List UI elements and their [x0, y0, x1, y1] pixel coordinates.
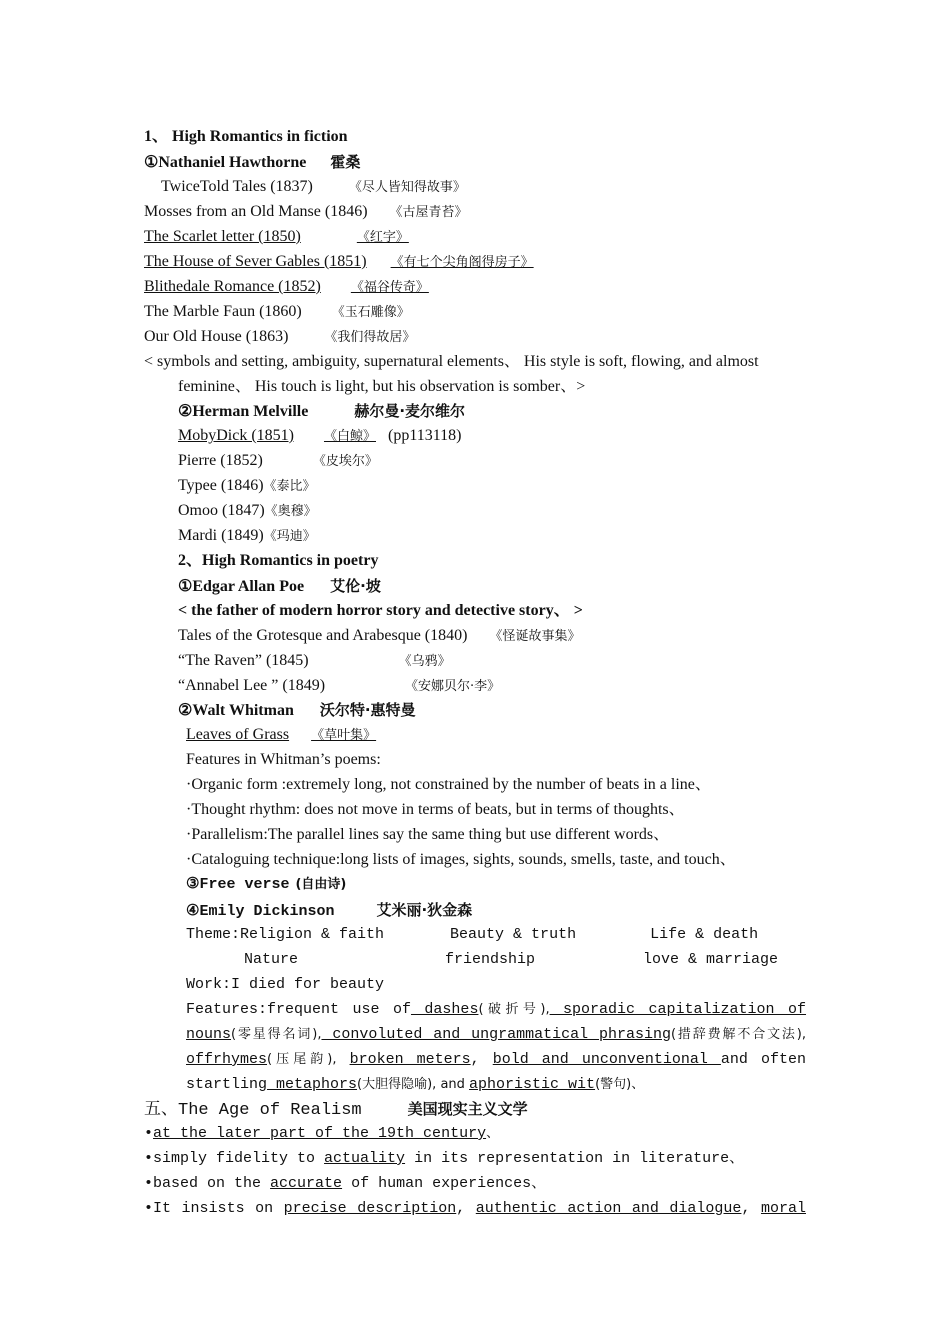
work-title: Typee (1846) — [178, 477, 264, 494]
text-run: moral — [760, 1200, 806, 1217]
work-item — [144, 276, 429, 299]
author-name: ②Herman Melville — [178, 403, 309, 420]
text-run: simply fidelity to — [153, 1150, 325, 1167]
theme-item: love & marriage — [643, 951, 779, 968]
bullet: • — [144, 1150, 154, 1167]
work-title: MobyDick (1851) — [178, 427, 294, 444]
free-verse-zh: (自由诗) — [295, 877, 347, 892]
feature-item: ·Cataloguing technique:long lists of images, sights, sounds, smells, taste, and touch、 — [186, 851, 736, 868]
work-title-zh: 《白鲸》 — [323, 429, 376, 444]
text-run: authentic action and dialogue — [475, 1200, 742, 1217]
work-title-zh: 《泰比》 — [263, 479, 316, 494]
author-melville — [178, 400, 465, 423]
text-run: , — [470, 1051, 480, 1068]
work-title: Mardi (1849) — [178, 527, 264, 544]
text-run: convoluted and ungrammatical phrasing — [321, 1026, 671, 1043]
feature-item: ·Thought rhythm: does not move in terms of beats, but in terms of thoughts、 — [186, 801, 685, 818]
work-title-zh: 《玉石雕像》 — [331, 305, 410, 320]
page-reference: (pp113118) — [388, 427, 462, 444]
theme-item: friendship — [445, 951, 536, 968]
text-run: actuality — [324, 1150, 406, 1167]
work-title-zh: 《福谷传奇》 — [350, 280, 429, 295]
text-run: dashes — [410, 1001, 479, 1018]
work-item — [144, 201, 468, 224]
text-run: (零星得名词), — [231, 1027, 322, 1042]
text-run: metaphors — [267, 1076, 358, 1093]
text-run: Features:frequent use of — [186, 1001, 411, 1018]
work-item — [178, 500, 317, 523]
work-item — [144, 326, 415, 349]
theme-item: Religion & faith — [240, 926, 385, 943]
author-name: ①Edgar Allan Poe — [178, 578, 305, 595]
author-dickinson — [186, 899, 472, 923]
work-title: Leaves of Grass — [186, 726, 290, 743]
text-run: precise description — [283, 1200, 457, 1217]
theme-item: Beauty & truth — [450, 926, 577, 943]
whitman-features-intro: Features in Whitman’s poems: — [186, 751, 381, 768]
text-run: (破折号), — [478, 1002, 550, 1017]
bullet: • — [144, 1200, 154, 1217]
text-run: sporadic capitalization of — [549, 1001, 807, 1018]
theme-item: Nature — [244, 951, 299, 968]
work-title: Pierre (1852) — [178, 452, 263, 469]
work-title: Mosses from an Old Manse (1846) — [144, 203, 368, 220]
text-run: aphoristic wit — [469, 1076, 596, 1093]
work-title: “Annabel Lee ” (1849) — [178, 677, 326, 694]
text-run: (大胆得隐喻), and — [357, 1077, 470, 1092]
author-name-zh: 沃尔特·惠特曼 — [319, 701, 416, 719]
heading-number: 1、 — [144, 128, 169, 145]
bullet: • — [144, 1175, 154, 1192]
work-title: “The Raven” (1845) — [178, 652, 309, 669]
work-item — [178, 650, 451, 673]
text-run: based on the — [153, 1175, 271, 1192]
heading-title-zh: 美国现实主义文学 — [407, 1100, 528, 1118]
work-title: Omoo (1847) — [178, 502, 265, 519]
work-item — [178, 450, 378, 473]
work-item — [161, 176, 466, 199]
free-verse-heading — [186, 874, 346, 896]
text-run: at the later part of the 19th century — [153, 1125, 487, 1142]
author-name-zh: 艾米丽·狄金森 — [376, 901, 473, 919]
author-hawthorne — [144, 151, 360, 174]
text-run: It insists on — [153, 1200, 284, 1217]
author-name-zh: 霍桑 — [330, 153, 361, 171]
author-poe — [178, 575, 381, 598]
dickinson-theme-row1 — [186, 924, 758, 946]
section-heading-2: 2、High Romantics in poetry — [178, 552, 379, 569]
work-title-zh: 《草叶集》 — [311, 728, 377, 743]
dickinson-theme-row2 — [244, 949, 778, 971]
theme-label: Theme: — [186, 926, 241, 943]
work-title-zh: 《尽人皆知得故事》 — [348, 180, 466, 195]
text-run: accurate — [270, 1175, 343, 1192]
text-run: startling — [186, 1076, 268, 1093]
hawthorne-note-line1: < symbols and setting, ambiguity, supernatural elements、 His style is soft, flowing, and almost — [144, 353, 759, 370]
work-title-zh: 《怪诞故事集》 — [489, 629, 581, 644]
work-title: TwiceTold Tales (1837) — [161, 178, 313, 195]
realism-point — [144, 1123, 499, 1145]
text-run: (警句)、 — [595, 1077, 645, 1092]
text-run: of human experiences、 — [342, 1175, 547, 1192]
hawthorne-note-line2: feminine、 His touch is light, but his observation is somber、> — [178, 378, 586, 395]
author-whitman — [178, 699, 416, 722]
work-title-zh: 《古屋青苔》 — [389, 205, 468, 220]
text-run: bold and unconventional — [492, 1051, 721, 1068]
dickinson-features-line2 — [186, 1024, 806, 1046]
work-title-zh: 《红字》 — [356, 230, 409, 245]
realism-point — [144, 1198, 806, 1220]
work-title: The House of Sever Gables (1851) — [144, 253, 367, 270]
work-title-zh: 《乌鸦》 — [398, 654, 451, 669]
text-run: , — [456, 1200, 476, 1217]
work-title-zh: 《安娜贝尔·李》 — [405, 679, 501, 694]
work-item — [144, 301, 410, 324]
work-title: The Scarlet letter (1850) — [144, 228, 301, 245]
author-name: ④Emily Dickinson — [186, 903, 335, 920]
dickinson-features-line4 — [186, 1074, 644, 1096]
work-title: The Marble Faun (1860) — [144, 303, 302, 320]
text-run: offrhymes — [186, 1051, 268, 1068]
heading-title: High Romantics in fiction — [172, 128, 348, 145]
author-name: ②Walt Whitman — [178, 702, 294, 719]
author-name: ①Nathaniel Hawthorne — [144, 154, 307, 171]
text-run: broken meters — [349, 1051, 471, 1068]
work-item — [178, 675, 500, 698]
work-title-zh: 《皮埃尔》 — [312, 454, 378, 469]
author-name-zh: 赫尔曼·麦尔维尔 — [354, 402, 466, 420]
work-title-zh: 《我们得故居》 — [324, 330, 416, 345]
section-heading-5 — [144, 1098, 528, 1122]
free-verse-label: ③Free verse — [186, 876, 290, 893]
text-run: (压尾韵), — [267, 1052, 337, 1067]
author-name-zh: 艾伦·坡 — [330, 577, 381, 595]
work-title: Tales of the Grotesque and Arabesque (1840) — [178, 627, 468, 644]
work-item — [178, 425, 461, 448]
feature-item: ·Parallelism:The parallel lines say the same thing but use different words、 — [186, 826, 670, 843]
work-title-zh: 《奥穆》 — [264, 504, 317, 519]
text-run: (措辞费解不合文法), — [670, 1027, 806, 1042]
bullet: • — [144, 1125, 154, 1142]
text-run: in its representation in literature、 — [405, 1150, 745, 1167]
dickinson-work: Work:I died for beauty — [186, 976, 385, 993]
text-run: 、 — [486, 1126, 500, 1141]
heading-title: 五、The Age of Realism — [144, 1101, 362, 1120]
work-title: Blithedale Romance (1852) — [144, 278, 321, 295]
theme-item: Life & death — [650, 926, 759, 943]
section-heading-1 — [144, 126, 348, 148]
work-item — [178, 475, 316, 498]
work-item — [178, 525, 316, 548]
text-run: nouns — [186, 1026, 232, 1043]
text-run: and often — [720, 1051, 806, 1068]
dickinson-features-line1 — [186, 999, 806, 1021]
realism-point — [144, 1148, 744, 1170]
poe-note: < the father of modern horror story and detective story、 > — [178, 602, 583, 619]
dickinson-features-line3 — [186, 1049, 806, 1071]
work-title-zh: 《有七个尖角阁得房子》 — [390, 255, 534, 270]
work-item — [144, 251, 534, 274]
text-run: , — [741, 1200, 761, 1217]
realism-point — [144, 1173, 546, 1195]
work-item — [144, 226, 409, 249]
work-title-zh: 《玛迪》 — [263, 529, 316, 544]
work-title: Our Old House (1863) — [144, 328, 289, 345]
work-item — [186, 724, 380, 747]
work-item — [178, 625, 580, 648]
feature-item: ·Organic form :extremely long, not constrained by the number of beats in a line、 — [186, 776, 711, 793]
